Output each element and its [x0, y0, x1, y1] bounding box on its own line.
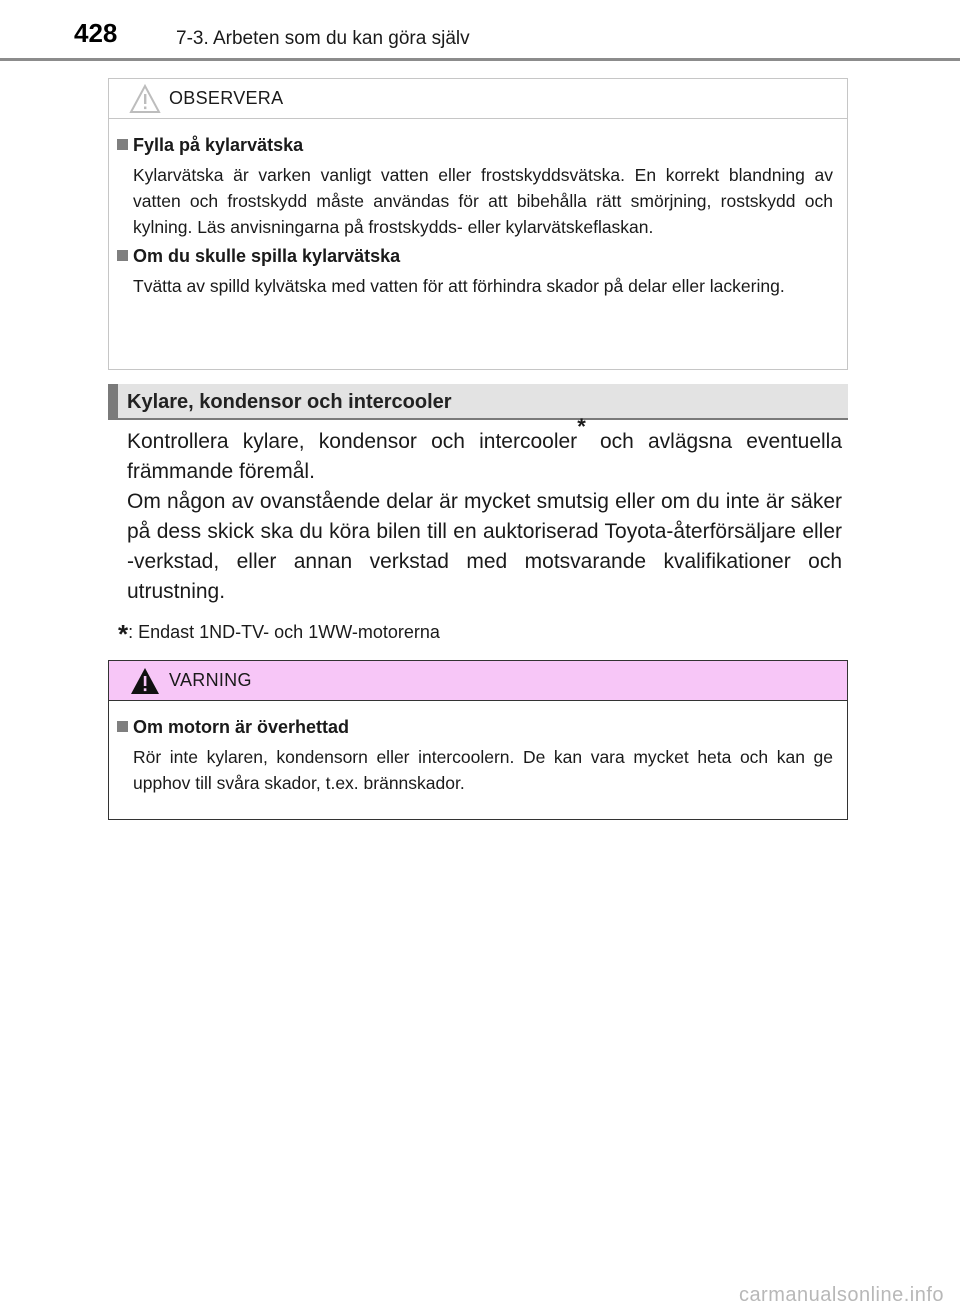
item-text: Kylarvätska är varken vanligt vatten eller frostskyddsvätska. En korrekt blandning av vatten och frostskydd måste användas för att bibehålla rätt smörjning, rostskydd och kylning. Läs anvisningarna på frostskydds- eller kylarvätskeflaskan. [133, 165, 833, 237]
paragraph-1 [127, 414, 843, 487]
footnote [118, 614, 440, 649]
varning-header [109, 661, 847, 701]
item-text: Rör inte kylaren, kondensorn eller intercoolern. De kan vara mycket heta och kan ge upphov till svåra skador, t.ex. brännskador. [133, 747, 833, 793]
item-title-text: Om du skulle spilla kylarvätska [133, 246, 401, 266]
item-title-text: Fylla på kylarvätska [133, 135, 304, 155]
varning-box [108, 660, 848, 820]
paragraph-2: Om någon av ovanstående delar är mycket smutsig eller om du inte är säker på dess skick ska du köra bilen till en auktoriserad Toyota-återförsäljare eller -verkstad, eller annan verkstad med motsvarande kvalifikationer och utrustning. [127, 490, 842, 603]
square-bullet-icon [117, 721, 128, 732]
varning-label: VARNING [169, 670, 252, 690]
header-divider [0, 58, 960, 61]
footnote-marker: * [577, 414, 586, 439]
observera-box [108, 78, 848, 370]
watermark: carmanualsonline.info [738, 1284, 944, 1306]
page-header [0, 0, 960, 62]
observera-header [109, 79, 847, 119]
item-title [117, 246, 833, 267]
footnote-text: : Endast 1ND-TV- och 1WW-motorerna [128, 622, 440, 642]
page-number: 428 [74, 18, 118, 48]
section-title: 7-3. Arbeten som du kan göra själv [176, 28, 470, 49]
banner-accent-bar [108, 384, 118, 418]
section-body [127, 414, 843, 607]
footnote-asterisk: * [118, 619, 129, 649]
paragraph-1-end: och avlägsna eventuella främmande föremål. [127, 430, 843, 483]
caution-outline-triangle-icon [129, 84, 161, 114]
observera-label: OBSERVERA [169, 88, 284, 108]
paragraph-1-start: Kontrollera kylare, kondensor och intercooler [127, 430, 578, 453]
warning-filled-triangle-icon [129, 666, 161, 696]
item-text: Tvätta av spilld kylvätska med vatten för att förhindra skador på delar eller lackering. [133, 276, 785, 296]
observera-body [109, 119, 847, 299]
section-heading-banner [108, 384, 848, 420]
item-title-text: Om motorn är överhettad [133, 717, 350, 737]
square-bullet-icon [117, 250, 128, 261]
section-heading: Kylare, kondensor och intercooler [127, 391, 452, 413]
varning-body [109, 701, 847, 796]
item-title [117, 135, 833, 156]
item-title [117, 717, 833, 738]
square-bullet-icon [117, 139, 128, 150]
